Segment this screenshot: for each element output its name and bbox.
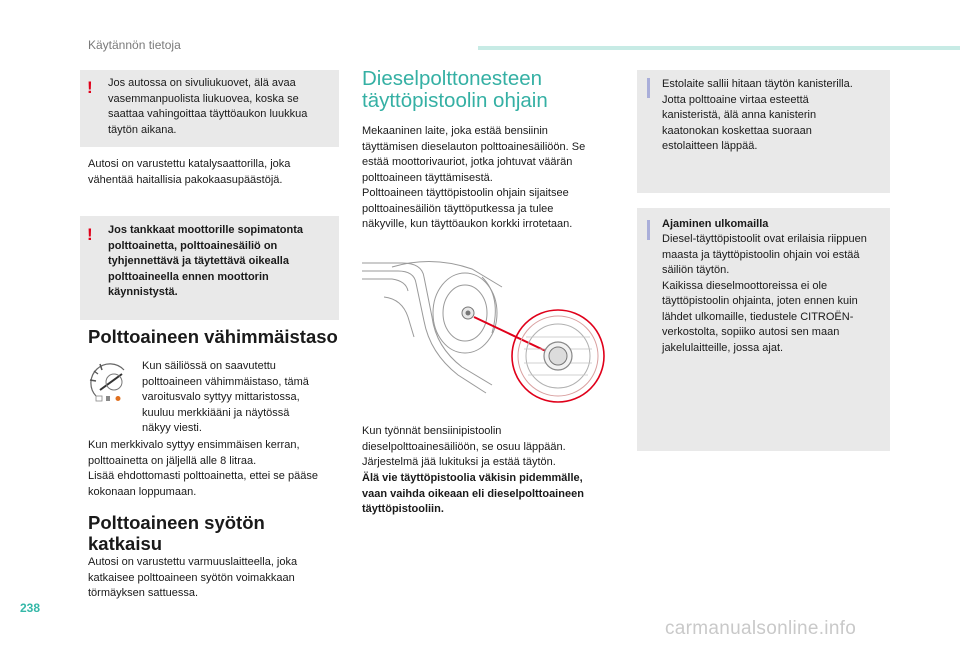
petrol-nozzle-paragraph: Kun työnnät bensiinipistoolin dieselpolttoainesäiliöön, se osuu läppään. Järjestelmä jää lukituksi ja estää täytön.: [362, 425, 566, 468]
fuel-filler-illustration: [362, 257, 614, 415]
warning-box-sliding-door: [80, 70, 339, 147]
catalytic-converter-paragraph: Autosi on varustettu katalysaattorilla, joka vähentää haitallisia pakokaasupäästöjä.: [88, 158, 291, 186]
heading-diesel-misfuel-device: Dieselpolttonesteen täyttöpistoolin ohjain: [362, 67, 548, 112]
min-fuel-icon-text: Kun säiliössä on saavutettu polttoaineen vähimmäistaso, tämä varoitusvalo syttyy mittaristossa, kuuluu merkkiääni ja näytössä näkyy viesti.: [142, 360, 309, 434]
watermark: carmanualsonline.info: [665, 618, 857, 639]
misfuel-device-paragraph: Mekaaninen laite, joka estää bensiinin täyttämisen dieselauton polttoainesäiliöön. Se estää moottorivauriot, jotka johtuvat väärän polttoaineen täyttämisestä. Polttoaineen täyttöpistoolin ohjain sijaitsee polttoainesäiliön täyttöputkessa ja tulee näkyville, kun täyttöaukon korkki irrotetaan.: [362, 125, 586, 230]
heading-fuel-cutoff: Polttoaineen syötön katkaisu: [88, 512, 265, 554]
info-text-jerrycan: Estolaite sallii hitaan täytön kanisterilla. Jotta polttoaine virtaa esteettä kanisteristä, älä anna kanisterin kaatonokan koskettaa suoraan estolaitteen läppää.: [662, 78, 853, 152]
warning-text-sliding-door: Jos autossa on sivuliukuovet, älä avaa vasemmanpuolista liukuovea, koska se saattaa vahingoittaa täyttöaukon luukkua täytön aikana.: [108, 77, 308, 136]
info-box-abroad: [637, 208, 890, 451]
warning-text-wrong-fuel: Jos tankkaat moottorille sopimatonta polttoainetta, polttoainesäiliö on tyhjennettävä ja täytettävä oikealla polttoaineella ennen moottorin käynnistystä.: [108, 224, 303, 298]
fuel-gauge-icon: [86, 360, 130, 404]
warning-box-wrong-fuel: [80, 216, 339, 320]
section-header: Käytännön tietoja: [88, 38, 181, 52]
info-icon: [647, 220, 650, 240]
warning-icon: !: [87, 225, 93, 244]
info-icon: [647, 78, 650, 98]
petrol-nozzle-warning: Älä vie täyttöpistoolia väkisin pidemmälle, vaan vaihda oikeaan eli dieselpolttoaineen täyttöpistooliin.: [362, 472, 584, 515]
info-title-abroad: Ajaminen ulkomailla: [662, 218, 769, 230]
heading-min-fuel-level: Polttoaineen vähimmäistaso: [88, 326, 338, 347]
warning-icon: !: [87, 78, 93, 97]
info-text-abroad: Diesel-täyttöpistoolit ovat erilaisia riippuen maasta ja täyttöpistoolin ohjain voi estää säiliön täytön. Kaikissa dieselmoottoreissa ei ole täyttöpistoolin ohjainta, joten ennen kuin lähdet ulkomaille, tiedustele CITROËN- verkostolta, sopiiko autosi sen maan jakelulaitteille, jossa ajat.: [662, 233, 867, 354]
min-fuel-paragraph: Kun merkkivalo syttyy ensimmäisen kerran, polttoainetta on jäljellä alle 8 litraa. Lisää ehdottomasti polttoainetta, ettei se pääse kokonaan loppumaan.: [88, 439, 318, 498]
info-box-jerrycan: [637, 70, 890, 193]
fuel-cutoff-paragraph: Autosi on varustettu varmuuslaitteella, joka katkaisee polttoaineen syötön voimakkaan törmäyksen sattuessa.: [88, 556, 298, 599]
page-number: 238: [20, 601, 41, 615]
header-accent-bar: [478, 46, 960, 50]
